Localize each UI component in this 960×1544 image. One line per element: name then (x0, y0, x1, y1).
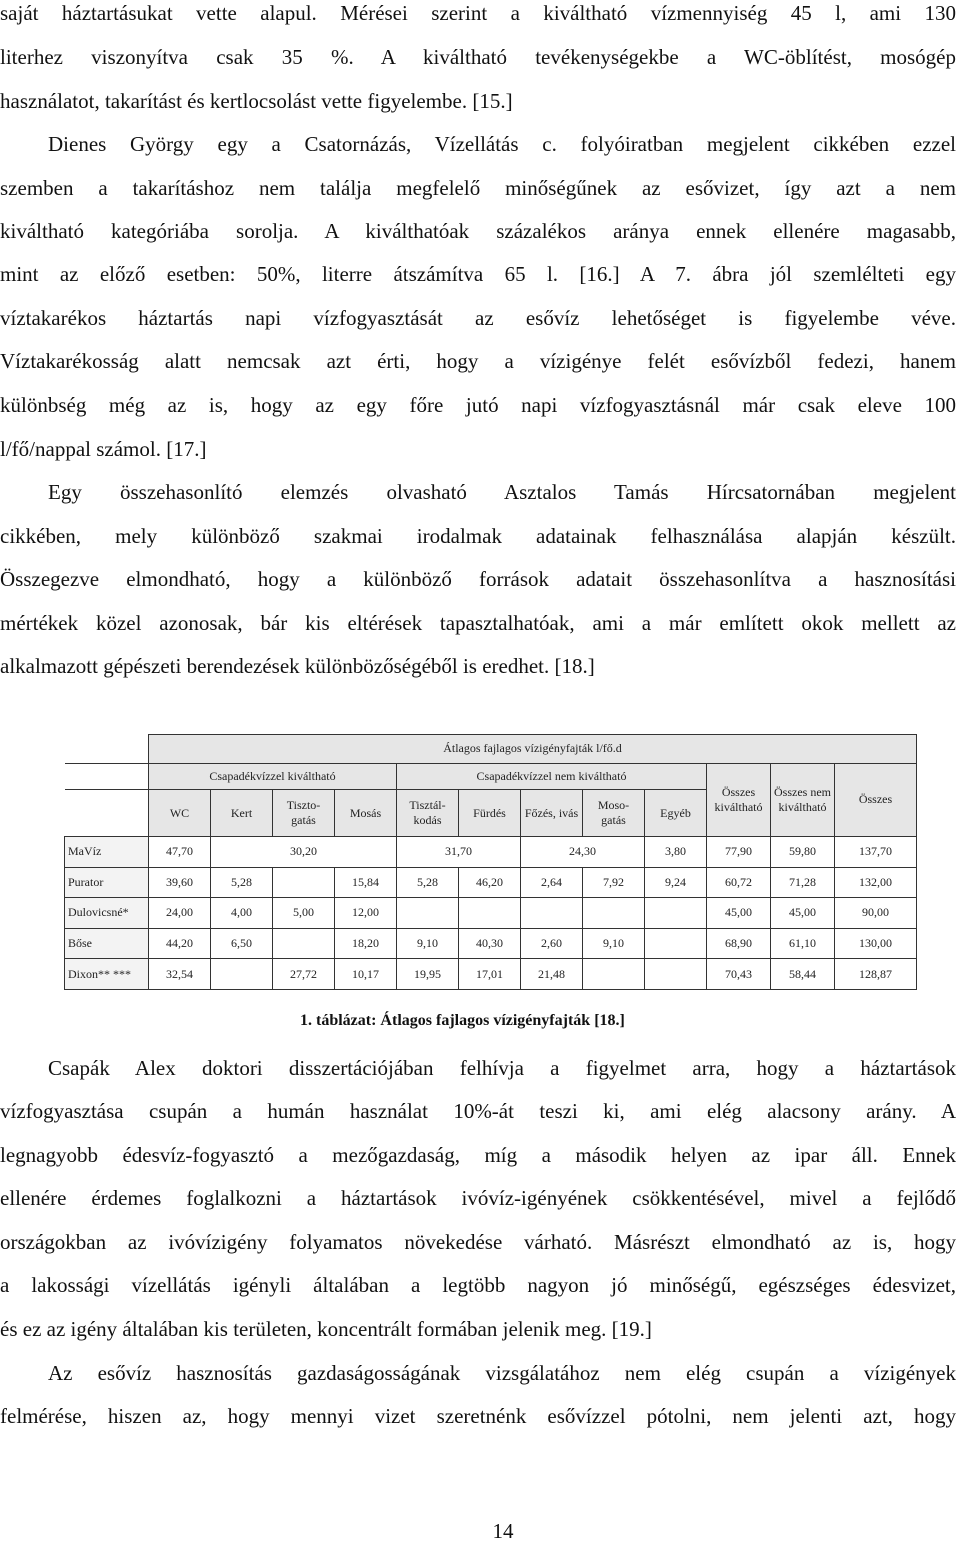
table-cell: 59,80 (771, 836, 835, 867)
table-cell: 31,70 (397, 836, 521, 867)
row-label: Bőse (65, 928, 149, 959)
table-cell: 45,00 (771, 898, 835, 929)
table-cell (645, 928, 707, 959)
table-cell: 61,10 (771, 928, 835, 959)
table-cell: 90,00 (835, 898, 917, 929)
table-cell: 21,48 (521, 959, 583, 990)
text-line: alkalmazott gépészeti berendezések különbözőségéből is eredhet. [18.] (0, 654, 595, 678)
text-line: Az esővíz hasznosítás gazdaságosságának vizsgálatához nem elég csupán a vízigények (48, 1361, 956, 1385)
column-header: Mosás (335, 790, 397, 837)
column-header: Összes kiváltható (707, 763, 771, 836)
table-cell: 71,28 (771, 867, 835, 898)
text-line: Összegezve elmondható, hogy a különböző források adatait összehasonlítva a hasznosítási (0, 567, 956, 591)
column-header: Tiszto-gatás (273, 790, 335, 837)
text-line: Dienes György egy a Csatornázás, Vízellátás c. folyóiratban megjelent cikkében ezzel (48, 132, 956, 156)
table-cell: 18,20 (335, 928, 397, 959)
text-line: vízfogyasztása csupán a humán használat 10%-át teszi ki, ami elég alacsony arány. A (0, 1099, 956, 1123)
table-cell: 5,28 (211, 867, 273, 898)
text-line: szemben a takarításhoz nem találja megfelelő minőségűnek az esővizet, így azt a nem (0, 176, 956, 200)
table-cell: 3,80 (645, 836, 707, 867)
text-line: a lakossági vízellátás igényli általában a legtöbb nagyon jó minőségű, egészséges édesvizet, (0, 1273, 956, 1297)
table-cell (211, 959, 273, 990)
table-cell: 9,24 (645, 867, 707, 898)
group-header: Csapadékvízzel kiváltható (149, 763, 397, 790)
row-label: Dulovicsné* (65, 898, 149, 929)
column-header: Fürdés (459, 790, 521, 837)
text-line: ellenére érdemes foglalkozni a háztartások ivóvíz-igényének csökkentésével, mivel a fejlődő (0, 1186, 956, 1210)
column-header: Moso-gatás (583, 790, 645, 837)
table-cell: 45,00 (707, 898, 771, 929)
row-label: Dixon** *** (65, 959, 149, 990)
table-cell: 30,20 (211, 836, 397, 867)
table-cell (397, 898, 459, 929)
row-label: MaVíz (65, 836, 149, 867)
table-cell: 32,54 (149, 959, 211, 990)
text-line: l/fő/nappal számol. [17.] (0, 437, 207, 461)
text-line: víztakarékos háztartás napi vízfogyasztását az esővíz lehetőséget is figyelembe véve. (0, 306, 956, 330)
table-cell: 60,72 (707, 867, 771, 898)
table-cell (273, 928, 335, 959)
text-line: országokban az ivóvízigény folyamatos növekedése várható. Másrészt elmondható az is, hogy (0, 1230, 956, 1254)
table-cell: 58,44 (771, 959, 835, 990)
table-cell: 24,30 (521, 836, 645, 867)
column-header: Kert (211, 790, 273, 837)
water-demand-table (64, 734, 916, 990)
column-header: Tisztál-kodás (397, 790, 459, 837)
table-cell: 70,43 (707, 959, 771, 990)
table-caption: 1. táblázat: Átlagos fajlagos vízigényfajták [18.] (300, 1012, 625, 1029)
table-cell: 40,30 (459, 928, 521, 959)
table-cell (583, 898, 645, 929)
table-cell (645, 959, 707, 990)
text-line: mint az előző esetben: 50%, literre átszámítva 65 l. [16.] A 7. ábra jól szemlélteti egy (0, 262, 956, 286)
table-cell: 2,60 (521, 928, 583, 959)
table-cell (459, 898, 521, 929)
text-line: használatot, takarítást és kertlocsolást vette figyelembe. [15.] (0, 89, 513, 113)
column-header: WC (149, 790, 211, 837)
table-cell: 9,10 (583, 928, 645, 959)
table-cell (521, 898, 583, 929)
table-cell: 6,50 (211, 928, 273, 959)
page-number: 14 (492, 1519, 514, 1543)
table-cell (583, 959, 645, 990)
table-cell (645, 898, 707, 929)
table-cell: 7,92 (583, 867, 645, 898)
text-line: Víztakarékosság alatt nemcsak azt érti, hogy a vízigénye felét esővízből fedezi, hanem (0, 349, 956, 373)
table-row (65, 928, 917, 959)
table-cell: 24,00 (149, 898, 211, 929)
text-line: Csapák Alex doktori disszertációjában felhívja a figyelmet arra, hogy a háztartások (48, 1056, 956, 1080)
table-cell (273, 867, 335, 898)
column-header: Összes nem kiváltható (771, 763, 835, 836)
text-line: felmérése, hiszen az, hogy mennyi vizet szeretnénk esővízzel pótolni, nem jelenti azt, hogy (0, 1404, 956, 1428)
table-cell: 17,01 (459, 959, 521, 990)
table-row (65, 836, 917, 867)
table-cell: 68,90 (707, 928, 771, 959)
table-cell: 130,00 (835, 928, 917, 959)
table-row (65, 867, 917, 898)
table-cell: 2,64 (521, 867, 583, 898)
table-cell: 47,70 (149, 836, 211, 867)
text-line: saját háztartásukat vette alapul. Mérései szerint a kiváltható vízmennyiség 45 l, ami 130 (0, 1, 956, 25)
table-cell: 132,00 (835, 867, 917, 898)
table-cell: 15,84 (335, 867, 397, 898)
table-cell: 39,60 (149, 867, 211, 898)
table-cell: 137,70 (835, 836, 917, 867)
text-line: Egy összehasonlító elemzés olvasható Asztalos Tamás Hírcsatornában megjelent (48, 480, 956, 504)
table-cell: 27,72 (273, 959, 335, 990)
text-line: mértékek közel azonosak, bár kis eltérések tapasztalhatóak, ami a már említett okok mellett az (0, 611, 956, 635)
table-cell: 46,20 (459, 867, 521, 898)
text-line: kiváltható kategóriába sorolja. A kiválthatóak százalékos aránya ennek ellenére magasabb, (0, 219, 956, 243)
table-cell: 77,90 (707, 836, 771, 867)
column-header: Főzés, ivás (521, 790, 583, 837)
table-row (65, 898, 917, 929)
row-label: Purator (65, 867, 149, 898)
text-line: különbség még az is, hogy az egy főre jutó napi vízfogyasztásnál már csak eleve 100 (0, 393, 956, 417)
table-cell: 9,10 (397, 928, 459, 959)
table-cell: 5,28 (397, 867, 459, 898)
table-cell: 12,00 (335, 898, 397, 929)
text-line: és ez az igény általában kis területen, koncentrált formában jelenik meg. [19.] (0, 1317, 652, 1341)
text-line: literhez viszonyítva csak 35 %. A kiváltható tevékenységekbe a WC-öblítést, mosógép (0, 45, 956, 69)
text-line: cikkében, mely különböző szakmai irodalmak adatainak felhasználása alapján készült. (0, 524, 956, 548)
group-header: Csapadékvízzel nem kiváltható (397, 763, 707, 790)
column-header: Egyéb (645, 790, 707, 837)
table-cell: 128,87 (835, 959, 917, 990)
table-row (65, 959, 917, 990)
column-header: Összes (835, 763, 917, 836)
table-cell: 44,20 (149, 928, 211, 959)
table-cell: 5,00 (273, 898, 335, 929)
table-cell: 19,95 (397, 959, 459, 990)
table-cell: 10,17 (335, 959, 397, 990)
table-title: Átlagos fajlagos vízigényfajták l/fő.d (149, 735, 917, 764)
table-cell: 4,00 (211, 898, 273, 929)
text-line: legnagyobb édesvíz-fogyasztó a mezőgazdaság, míg a második helyen az ipar áll. Ennek (0, 1143, 956, 1167)
